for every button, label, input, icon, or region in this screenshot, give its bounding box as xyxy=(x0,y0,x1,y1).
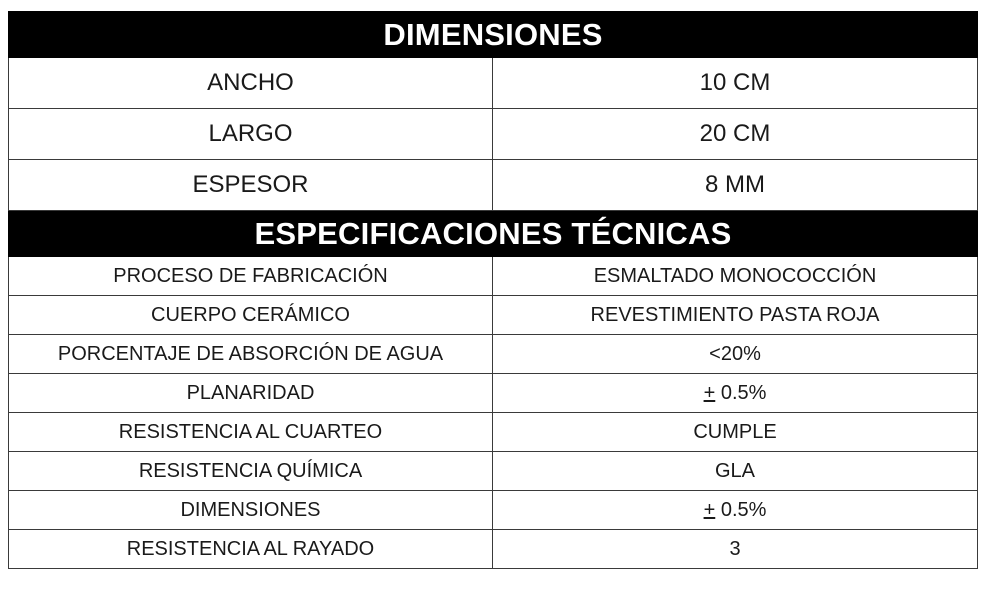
dimensions-title: DIMENSIONES xyxy=(9,12,978,58)
table-row xyxy=(9,257,978,296)
row-value: 10 CM xyxy=(493,58,978,109)
row-value: <20% xyxy=(493,335,978,374)
row-value xyxy=(493,374,978,413)
row-value: CUMPLE xyxy=(493,413,978,452)
table-row xyxy=(9,160,978,211)
row-value: 8 MM xyxy=(493,160,978,211)
row-value: 20 CM xyxy=(493,109,978,160)
row-value: GLA xyxy=(493,452,978,491)
row-value: ESMALTADO MONOCOCCIÓN xyxy=(493,257,978,296)
table-row xyxy=(9,109,978,160)
table-row xyxy=(9,413,978,452)
plus-sign: + xyxy=(703,381,716,404)
row-label: PLANARIDAD xyxy=(9,374,493,413)
row-label: RESISTENCIA QUÍMICA xyxy=(9,452,493,491)
row-label: ESPESOR xyxy=(9,160,493,211)
table-row xyxy=(9,491,978,530)
row-value: 3 xyxy=(493,530,978,569)
row-label: CUERPO CERÁMICO xyxy=(9,296,493,335)
spec-sheet xyxy=(8,11,977,569)
dimensions-header-row xyxy=(9,12,978,58)
row-label: PORCENTAJE DE ABSORCIÓN DE AGUA xyxy=(9,335,493,374)
tolerance-value: 0.5% xyxy=(715,498,767,521)
table-row xyxy=(9,58,978,109)
table-row xyxy=(9,296,978,335)
row-label: RESISTENCIA AL RAYADO xyxy=(9,530,493,569)
specs-header-row xyxy=(9,211,978,257)
row-label: DIMENSIONES xyxy=(9,491,493,530)
table-row xyxy=(9,335,978,374)
row-value: REVESTIMIENTO PASTA ROJA xyxy=(493,296,978,335)
table-row xyxy=(9,374,978,413)
specs-title: ESPECIFICACIONES TÉCNICAS xyxy=(9,211,978,257)
table-row xyxy=(9,452,978,491)
row-value xyxy=(493,491,978,530)
spec-table xyxy=(8,11,978,569)
row-label: RESISTENCIA AL CUARTEO xyxy=(9,413,493,452)
tolerance-value: 0.5% xyxy=(715,381,767,404)
row-label: PROCESO DE FABRICACIÓN xyxy=(9,257,493,296)
table-row xyxy=(9,530,978,569)
row-label: ANCHO xyxy=(9,58,493,109)
plus-sign: + xyxy=(703,498,716,521)
row-label: LARGO xyxy=(9,109,493,160)
